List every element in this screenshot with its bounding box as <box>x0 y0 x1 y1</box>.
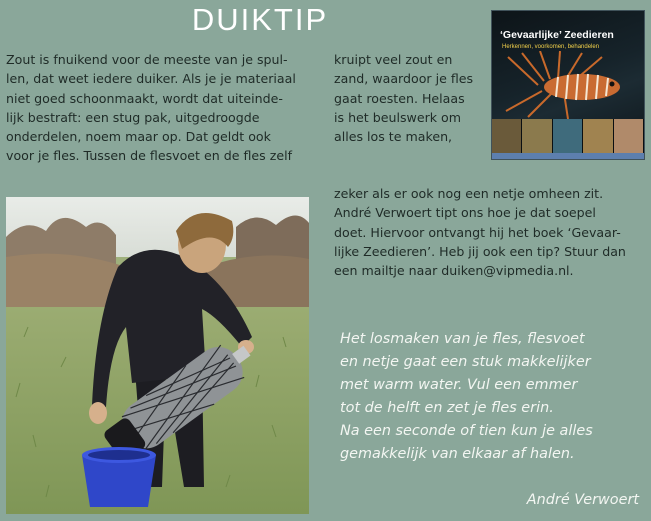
article-line: André Verwoert tipt ons hoe je dat soepel <box>334 205 596 221</box>
book-title: ‘Gevaarlijke’ Zeedieren <box>500 29 614 41</box>
page-title: DUIKTIP <box>191 2 329 37</box>
article-left-column <box>6 50 324 166</box>
article-line: zeker als er ook nog een netje omheen zit. <box>334 186 604 201</box>
article-line: alles los te maken, <box>334 129 453 145</box>
article-line: gaat roesten. Helaas <box>334 90 465 106</box>
book-thumbnail-strip <box>492 119 644 153</box>
book-cover-image <box>491 10 645 160</box>
quote-line: en netje gaat een stuk makkelijker <box>340 354 591 370</box>
quote-line: Na een seconde of tien kun je alles <box>340 423 593 439</box>
article-line: Zout is fnuikend voor de meeste van je spul- <box>6 52 288 67</box>
quote-line: gemakkelijk van elkaar af halen. <box>340 446 575 462</box>
article-line: een mailtje naar duiken@vipmedia.nl. <box>334 263 574 279</box>
article-line: onderdelen, noem maar op. Dat geldt ook <box>6 129 271 145</box>
article-line: lijke Zeedieren’. Heb jij ook een tip? Stuur dan <box>334 243 626 259</box>
article-line: is het beulswerk om <box>334 109 462 125</box>
article-line: zand, waardoor je fles <box>334 71 474 87</box>
book-subtitle: Herkennen, voorkomen, behandelen <box>502 44 600 50</box>
quote-line: met warm water. Vul een emmer <box>340 377 578 393</box>
quote-line: Het losmaken van je fles, flesvoet <box>340 331 585 347</box>
article-line: kruipt veel zout en <box>334 52 453 67</box>
article-right-column <box>334 50 484 146</box>
book-spine-bar <box>492 153 644 159</box>
diver-cleaning-tank-photo <box>6 197 309 514</box>
quote-author: André Verwoert <box>526 492 639 508</box>
article-line: lijk bestraft: een stug pak, uitgedroogde <box>6 109 260 125</box>
tip-quote <box>340 328 640 466</box>
quote-line: tot de helft en zet je fles erin. <box>340 400 554 416</box>
article-line: voor je fles. Tussen de flesvoet en de fles zelf <box>6 148 293 164</box>
article-line: len, dat weet iedere duiker. Als je je materiaal <box>6 71 296 87</box>
article-line: doet. Hiervoor ontvangt hij het boek ‘Gevaar- <box>334 224 621 240</box>
article-line: niet goed schoonmaakt, wordt dat uiteinde- <box>6 90 283 106</box>
article-bottom-column <box>334 184 646 280</box>
lionfish-illustration <box>498 51 638 119</box>
